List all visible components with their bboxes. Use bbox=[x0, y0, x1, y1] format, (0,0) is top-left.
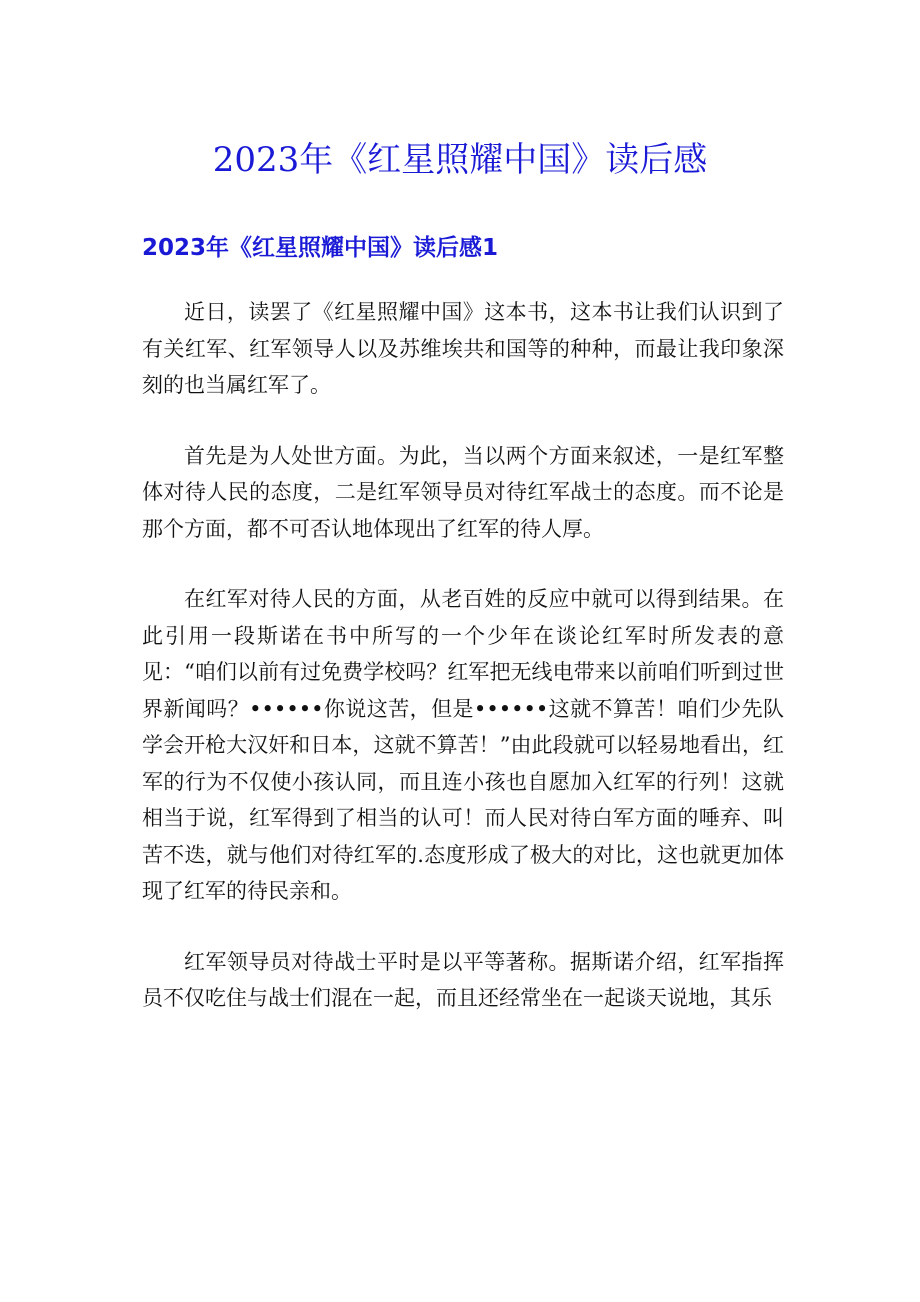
document-body bbox=[142, 294, 784, 1051]
paragraph-1: 近日，读罢了《红星照耀中国》这本书，这本书让我们认识到了有关红军、红军领导人以及苏维埃共和国等的种种，而最让我印象深刻的也当属红军了。 bbox=[142, 300, 784, 397]
paragraph-4: 红军领导员对待战士平时是以平等著称。据斯诺介绍，红军指挥员不仅吃住与战士们混在一起，而且还经常坐在一起谈天说地，其乐 bbox=[142, 949, 784, 1010]
paragraph-3: 在红军对待人民的方面，从老百姓的反应中就可以得到结果。在此引用一段斯诺在书中所写的一个少年在谈论红军时所发表的意见：“咱们以前有过免费学校吗？红军把无线电带来以前咱们听到过世界新闻吗？••••••你说这苦，但是••••••这就不算苦！咱们少先队学会开枪大汉奸和日本，这就不算苦！”由此段就可以轻易地看出，红军的行为不仅使小孩认同，而且连小孩也自愿加入红军的行列！这就相当于说，红军得到了相当的认可！而人民对待白军方面的唾弃、叫苦不迭，就与他们对待红军的.态度形成了极大的对比，这也就更加体现了红军的待民亲和。 bbox=[142, 587, 784, 903]
document-title: 2023年《红星照耀中国》读后感 bbox=[212, 140, 708, 180]
paragraph-2: 首先是为人处世方面。为此，当以两个方面来叙述，一是红军整体对待人民的态度，二是红军领导员对待红军战士的态度。而不论是那个方面，都不可否认地体现出了红军的待人厚。 bbox=[142, 443, 784, 541]
section-heading: 2023年《红星照耀中国》读后感1 bbox=[142, 235, 499, 261]
